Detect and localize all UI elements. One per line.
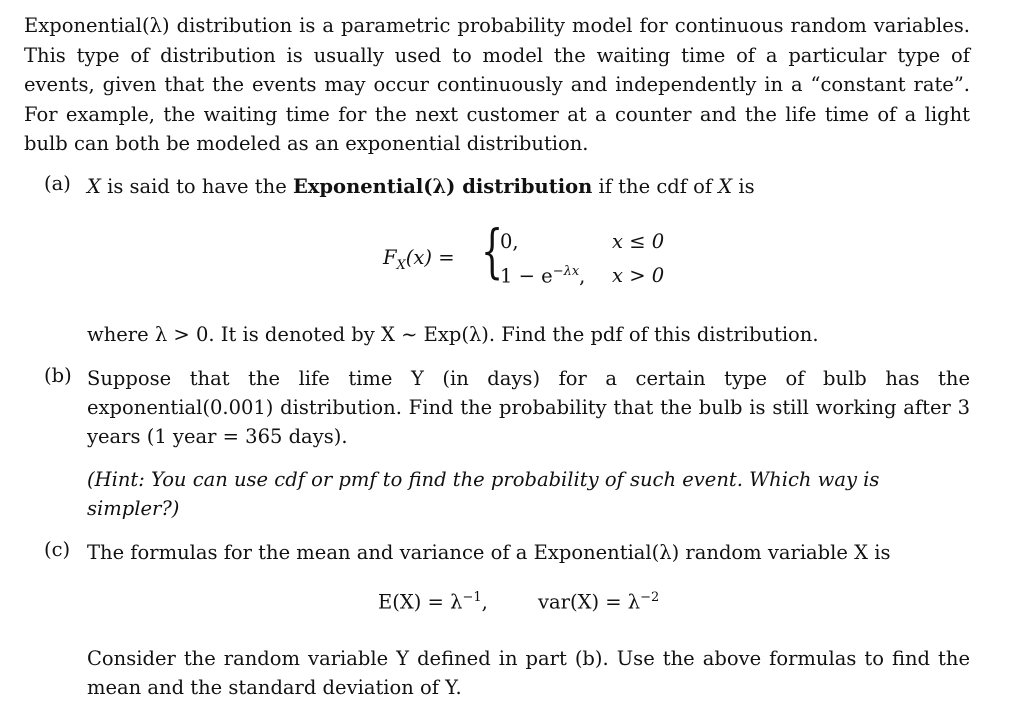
case1-condition: x ≤ 0	[612, 230, 665, 253]
cdf-lhs-f: F	[383, 246, 397, 269]
cdf-lhs-arg: (x) =	[405, 246, 455, 269]
formula-separator: ,	[481, 590, 488, 614]
part-a-text-cont: if the cdf of	[592, 175, 719, 198]
mean-formula	[378, 590, 488, 614]
cases-brace: {	[481, 217, 504, 285]
part-b-text: Suppose that the life time Y (in days) for a certain type of bulb has the exponential(0.001) distribution. Find the probability that the bulb is still working after 3 years (1 year = 365 days).	[87, 367, 970, 448]
mean-exponent: −1	[462, 590, 482, 605]
part-a-statement	[87, 172, 970, 201]
variance-formula	[538, 590, 659, 614]
intro-paragraph: Exponential(λ) distribution is a parametric probability model for continuous random variables. This type of distribution is usually used to model the waiting time of a particular type of events, given that the events may occur continuously and independently in a “constant rate”. For example, the waiting time for the next customer at a counter and the life time of a light bulb can both be modeled as an exponential distribution.	[24, 14, 970, 155]
part-a-where: where λ > 0. It is denoted by X ∼ Exp(λ). Find the pdf of this distribution.	[87, 323, 819, 346]
part-a-label: (a)	[44, 172, 71, 195]
part-a-text: is said to have the	[100, 175, 293, 198]
part-c-text: The formulas for the mean and variance of a Exponential(λ) random variable X is	[87, 541, 891, 564]
part-a-text-end: is	[732, 175, 755, 198]
part-a-var-x: X	[87, 175, 101, 198]
mean-base: E(X) = λ	[378, 590, 463, 614]
part-a-var-x2: X	[718, 175, 733, 198]
part-b-label: (b)	[44, 364, 72, 387]
part-c-followup: Consider the random variable Y defined in part (b). Use the above formulas to find the mean and the standard deviation of Y.	[87, 647, 970, 699]
cdf-lhs-sub: X	[396, 257, 406, 273]
variance-base: var(X) = λ	[538, 590, 641, 614]
part-a-bold-term: Exponential(λ) distribution	[292, 175, 593, 198]
cdf-lhs	[383, 246, 455, 273]
variance-exponent: −2	[640, 590, 660, 605]
case2-value	[500, 264, 585, 288]
part-b-hint: (Hint: You can use cdf or pmf to find the probability of such event. Which way is simpler?)	[87, 468, 880, 520]
case2-comma: ,	[579, 264, 586, 288]
case1-value: 0,	[500, 230, 519, 253]
case2-exponent: −λx	[552, 264, 580, 279]
case2-condition: x > 0	[612, 264, 665, 287]
part-c-label: (c)	[44, 538, 71, 561]
case2-base: 1 − e	[500, 264, 553, 288]
